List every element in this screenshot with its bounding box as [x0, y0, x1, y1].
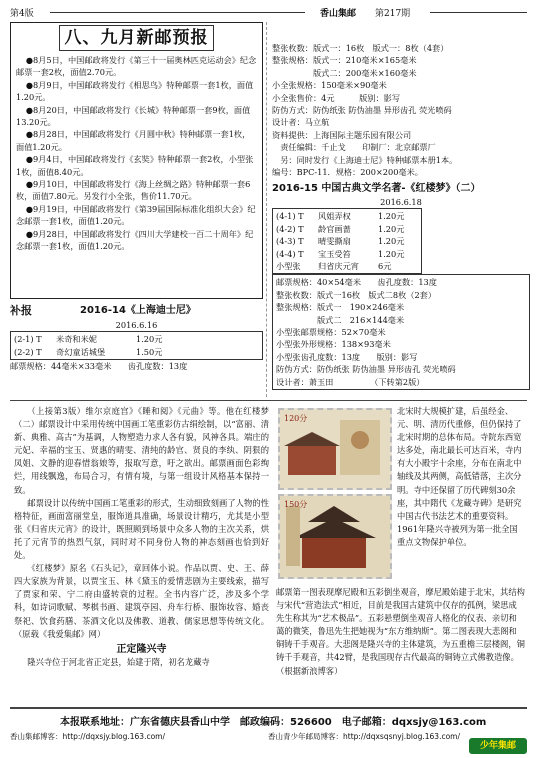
notice-title: 八、九月新邮预报	[59, 25, 214, 51]
longxing-right-text: 北宋时大规模扩建，后虽经金、元、明、清历代重修，但仍保持了北宋时期的总体布局。寺院东西宽达多处，南北最长可达百米，寺内有大小殿宇十余座，分布在南北中轴线及其两侧，高低错落，主次分明。寺中还保留了历代碑刻30余座，其中隋代《龙藏寺碑》是研究中国古代书法艺术的重要资料。1961年隆兴寺被列为第一批全国重点文物保护单位。	[397, 406, 522, 547]
stamp-row	[14, 333, 259, 345]
spec-line: 防伪方式：防伪纸张 防伪油墨 异形齿孔 荧光喷码	[272, 105, 452, 116]
stamp-cell: (4-3) T	[276, 236, 304, 247]
article-paragraph: 《红楼梦》原名《石头记》，章回体小说。作品以贾、史、王、薛四大家族为背景，以贾宝玉、林《黛玉的爱情悲剧为主要线索，描写了贾家和荣、宁二府由盛转衰的过程。全书内容广泛，涉及多个学科，如诗词歌赋、琴棋书画、建筑亭园、舟车行桥、服饰妆容、婚丧祭祀、饮食药膳、茶酒文化以及佛教、道教、儒家思想等传统文化。（原载《我爱集邮》网）	[14, 563, 269, 639]
notice-item: ●8月9日，中国邮政将发行《相思鸟》特种邮票一套1枚，面值1.20元。	[16, 79, 254, 103]
page-header	[10, 6, 527, 20]
spec-line: 版式二：200毫米×160毫米	[272, 67, 417, 78]
hlm-spec-line: 小型张齿孔度数：13度 版别：影写	[276, 351, 418, 362]
newspaper-name: 香山集邮	[320, 9, 357, 19]
bubao-label: 补报	[10, 304, 32, 317]
hlm-spec-line: 整张枚数：版式一16枚 版式二8枚（2套）	[276, 289, 437, 300]
stamp-value-1: 120分	[284, 414, 308, 423]
blog-link-2[interactable]: 香山青少年邮局博客：http://dqxsqsnyj.blog.163.com/	[268, 732, 460, 741]
spec-line: 另：同时发行《上海迪士尼》特种邮票本册1本。	[272, 154, 458, 165]
spec-line: 小全张售价：4元 版别：影写	[272, 92, 401, 103]
stamp-image-moni	[278, 408, 392, 490]
stamp-row	[276, 248, 418, 260]
stamp-cell: 1.20元	[378, 248, 405, 259]
hlm-spec-line: 设计者：萧玉田 （下转第2版）	[276, 376, 425, 387]
bubao-section	[10, 305, 263, 397]
stamp-cell: 1.20元	[136, 334, 163, 345]
footer	[10, 711, 527, 746]
hlm-title: 2016-15 中国古典文学名著-《红楼梦》（二）	[272, 183, 481, 195]
stamp-cell: (2-1) T	[14, 334, 42, 345]
stamp-cell: (2-2) T	[14, 346, 42, 357]
hlm-spec-line: 版式二 216×144毫米	[276, 314, 405, 325]
stamp-cell: (4-1) T	[276, 211, 304, 222]
footer-address: 本报联系地址：广东省德庆县香山中学 邮政编码：526600 电子邮箱：dqxsjy@163.com	[60, 717, 487, 728]
footer-rule	[10, 707, 527, 709]
stamp-cell: 1.20元	[378, 223, 405, 234]
spec-line: 编号：BPC-11．规格：200×200毫米。	[272, 167, 423, 178]
spec-line: 小全张规格：150毫米×90毫米	[272, 80, 387, 91]
notice-item: ●9月4日，中国邮政将发行《玄奘》特种邮票一套2枚，小型张1枚，面值8.40元。	[16, 154, 254, 177]
stamp-cell: (4-4) T	[276, 248, 304, 259]
spec-line: 责任编辑：千止戈 印制厂：北京邮票厂	[272, 142, 436, 153]
notice-item: ●8月20日，中国邮政将发行《长城》特种邮票一套9枚，面值13.20元。	[16, 104, 251, 128]
article-paragraph: 邮票设计以传统中国画工笔重彩的形式，生动细致刻画了人物的性格特征，画面富丽堂皇，服饰道具准确，场景设计精巧，尤其是小型张《归省庆元宵》的设计，既照顾到场景中众多人物的主次关系，烘托了元宵节的热烈气氛，同时对不同身份人物的神态刻画也恰到好处。	[14, 497, 269, 561]
blog-link-1[interactable]: 香山集邮博客：http://dqxsjy.blog.163.com/	[10, 732, 166, 741]
spec-line: 资料提供：上海国际主题乐园有限公司	[272, 129, 412, 140]
notice-list	[16, 54, 257, 253]
stamp-cell: 晴雯撕扇	[318, 236, 351, 247]
hlm-spec-line: 防伪方式：防伪纸张 防伪油墨 异形齿孔 荧光喷码	[276, 364, 456, 375]
spec-line: 设计者：马立航	[272, 117, 330, 128]
stamp-cell: 归省庆元宵	[318, 260, 359, 271]
bubao-spec: 邮票规格：44毫米×33毫米 齿孔度数：13度	[10, 361, 188, 372]
bubao-stamp-table	[10, 331, 263, 360]
issue-number: 第217期	[375, 9, 411, 19]
notice-item: ●9月19日，中国邮政将发行《第39届国际标准化组织大会》纪念邮票一套1枚，面值1.20元。	[16, 203, 256, 227]
longxing-bottom-text: 邮票第一图表现摩尼殿和五彩倒坐观音，摩尼殿始建于北宋，其结构与宋代“营造法式”相近，目前是我国古建筑中仅存的孤例，梁思成先生称其为“艺术极品”。五彩悬塑倒坐观音人格化的仪表、亲切和蔼的微笑，鲁迅先生把她视为“东方维纳斯”。第二图表现大悲阁和铜铸千手观音。大悲阁是隆兴寺的主体建筑，为五重檐三层楼阁，铜铸千手观音，共42臂，是我国现存古代最高的铜铸立式佛教造像。（根据新浪博客）	[276, 587, 525, 676]
stamp-cell: (4-2) T	[276, 223, 304, 234]
page-number: 第4版	[10, 9, 34, 19]
new-stamp-notice	[10, 22, 263, 299]
stamp-row	[276, 210, 418, 222]
article-body	[14, 405, 269, 669]
stamp-cell: 米奇和米妮	[56, 334, 97, 345]
spec-line: 整张规格：版式一：210毫米×165毫米	[272, 55, 417, 66]
notice-item: ●9月10日，中国邮政将发行《海上丝绸之路》特种邮票一套6枚，面值7.80元。另发行小全张，售价11.70元。	[16, 179, 251, 202]
hlm-stamp-table	[272, 208, 422, 274]
stamp-cell: 1.20元	[378, 211, 405, 222]
longxing-first: 隆兴寺位于河北省正定县，始建于隋，初名龙藏寺	[27, 656, 210, 667]
stamp-cell: 小型张	[276, 260, 301, 271]
hlm-spec-line: 小型张邮票规格：52×70毫米	[276, 326, 386, 337]
stamp-cell: 龄官画蔷	[318, 223, 351, 234]
bubao-date: 2016.6.16	[115, 320, 158, 330]
longxing-title: 正定隆兴寺	[116, 643, 167, 655]
header-rule-right	[430, 12, 527, 13]
stamp-cell: 1.50元	[136, 346, 163, 357]
stamp-row	[276, 260, 418, 272]
hlm-specs	[272, 274, 530, 390]
hlm-spec-line: 小型张外形规格：138×93毫米	[276, 339, 391, 350]
stamp-row	[276, 223, 418, 235]
stamp-cell: 奇幻童话城堡	[56, 346, 106, 357]
spec-line: 整张枚数：版式一：16枚 版式一：8枚（4套）	[272, 43, 449, 53]
hlm-spec-line: 整张规格：版式一 190×246毫米	[276, 302, 405, 313]
header-rule	[50, 12, 305, 13]
notice-item: ●9月28日，中国邮政将发行《四川大学建校一百二十周年》纪念邮票一套1枚，面值1.20元。	[16, 228, 254, 252]
article-paragraph: （上接第3版）维尔京庭宫》《睡和阅》《元曲》等。他在红楼梦（二）邮票设计中采用传统中国画工笔重彩仿古绢绘制，以“富丽、清新、典雅、高古”为基调，人物塑造力求人各有貌，风神各具。端庄的元妃、幸福的宝玉、贤惠的晴雯、清纯的龄官、贤良的李纨、阴狠的凤姐、文静的迎春惜翁娘等，报取写意，吁之欲出。邮票画面色彩绚烂，用线飘逸，布局合习，有情有境，与第一组设计风格基本保持一致。	[14, 406, 269, 495]
stamp-row	[276, 235, 418, 247]
bubao-title: 2016-14《上海迪士尼》	[80, 305, 196, 316]
stamp-image-dabei	[278, 494, 392, 579]
hlm-spec-line: 邮票规格：40×54毫米 齿孔度数：13度	[276, 277, 437, 288]
stamp-cell: 宝玉受笞	[318, 248, 351, 259]
stamp-row	[14, 346, 259, 358]
stamp-value-2: 150分	[284, 500, 308, 509]
stamp-cell: 风姐弄权	[318, 211, 351, 222]
disney-specs	[272, 42, 530, 390]
section-rule	[10, 400, 527, 401]
notice-item: ●8月28日，中国邮政将发行《月圆中秋》特种邮票一套1枚，面值1.20元。	[16, 129, 251, 152]
youth-philately-logo: 少年集邮	[469, 738, 527, 754]
stamp-cell: 1.20元	[378, 236, 405, 247]
hlm-date: 2016.6.18	[380, 196, 422, 207]
stamp-cell: 6元	[378, 260, 392, 271]
column-divider	[266, 22, 267, 397]
notice-item: ●8月5日，中国邮政将发行《第三十一届奥林匹克运动会》纪念邮票一套2枚，面值2.70元。	[16, 55, 257, 78]
